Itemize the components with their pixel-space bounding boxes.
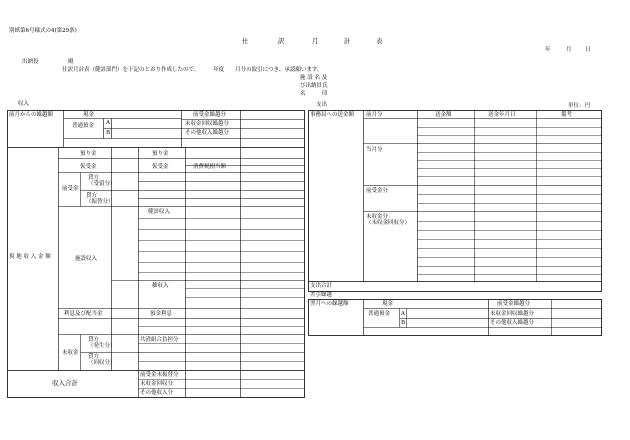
expense-section: 支出 (316, 102, 328, 108)
receivable-note: 未収金分 （未収金回収分） (366, 214, 411, 226)
credit-collected-label: 貸方 （回収分） (88, 354, 116, 366)
remittance-label: 事務局への送金額 (310, 112, 355, 118)
income-total-label: 収入合計 (52, 379, 78, 387)
title-char: 月 (312, 37, 319, 45)
next-account-b: B (401, 320, 406, 326)
addressee-suffix: 殿 (68, 59, 74, 65)
cash-label: 現金 (83, 112, 95, 118)
title-char: 計 (344, 37, 351, 45)
misc-income-label: 雑収入 (152, 283, 169, 289)
receivable-label: 未収金 (62, 350, 79, 356)
other-income-label: その他収入分 (140, 390, 174, 396)
receivable-collected-label: 未収金回収分 (140, 381, 174, 387)
unit-label: 単位：円 (568, 103, 591, 109)
deposit-interest-label: 預金利息 (150, 311, 173, 317)
title-char: 訳 (278, 37, 285, 45)
next-advance-balance: 前受金繰越分 (497, 301, 531, 307)
account-b: B (106, 130, 111, 136)
statement: 仕訳月計表（健診部門）を下記のとおり作成したので、 年度 月分の取引につき、承認願います。 (62, 67, 323, 73)
signer-line: び出納員氏 (300, 83, 328, 89)
advances-label: 仮受金 (80, 164, 97, 170)
title-char: 表 (376, 37, 383, 45)
prev-month-label: 前月分 (366, 112, 383, 118)
signer-line: 名 印 (300, 91, 328, 97)
prepaid-unapplied-label: 前受金未振替分 (140, 372, 179, 378)
deposits-received-label-2: 預り金 (152, 151, 169, 157)
local-income-label: 現 地 収 入 金 額 (9, 254, 51, 260)
credit-transfer-label: 貸方 （振替分） (86, 193, 114, 205)
credit-received-label: 貸方 （受留分） (88, 175, 116, 187)
date-year: 年 (545, 47, 551, 53)
header-remittance-date: 送金年月日 (488, 112, 516, 118)
mutual-aid-label: 共済組合負担分 (140, 337, 179, 343)
income-section: 収入 (18, 101, 30, 107)
header-remittance-amount: 送金額 (435, 112, 452, 118)
date-month: 月 (566, 47, 572, 53)
uncollected-balance-label: 未収金回収繰越分 (185, 121, 230, 127)
prepaid-label: 前受金 (62, 186, 79, 192)
this-month-label: 当月分 (366, 147, 383, 153)
credit-occurred-label: 貸方 （発生分） (88, 337, 116, 349)
form-id: 別紙第6号様式の4(第29条) (9, 28, 77, 34)
checkup-income-label: 健診収入 (148, 209, 171, 215)
interest-label: 利息及び配当金 (64, 311, 103, 317)
header-remarks: 備考 (561, 112, 573, 118)
carry-next-label: 翌月への繰越額 (310, 301, 349, 307)
date-day: 日 (585, 47, 591, 53)
deposits-received-label: 預り金 (80, 151, 97, 157)
difference-label: 差引繰越 (310, 292, 333, 298)
other-unpaid-label: その他収入繰越分 (185, 130, 230, 136)
ordinary-deposit-label: 普通預金 (72, 123, 95, 129)
addressee: 出納役 (22, 59, 39, 65)
advance-balance-label: 前受金繰越分 (193, 112, 227, 118)
next-ordinary-deposit-label: 普通預金 (368, 311, 391, 317)
consumption-tax-label: 消費税相当額 (193, 164, 227, 170)
next-cash-label: 現金 (382, 301, 394, 307)
next-uncollected-balance: 未収金回収繰越分 (490, 311, 535, 317)
advances-label: 前受金分 (366, 188, 389, 194)
next-other-unpaid: その他収入繰越分 (490, 320, 535, 326)
expense-total-label: 支出合計 (310, 283, 333, 289)
next-account-a: A (401, 311, 405, 317)
signer-line: 施 設 名 及 (300, 75, 328, 81)
carryover-label: 前月からの繰越額 (9, 112, 54, 118)
advances-label-2: 仮受金 (152, 164, 169, 170)
checkup-income-group: 施設収入 (75, 256, 98, 262)
title-char: 仕 (242, 37, 249, 45)
account-a: A (106, 120, 110, 126)
